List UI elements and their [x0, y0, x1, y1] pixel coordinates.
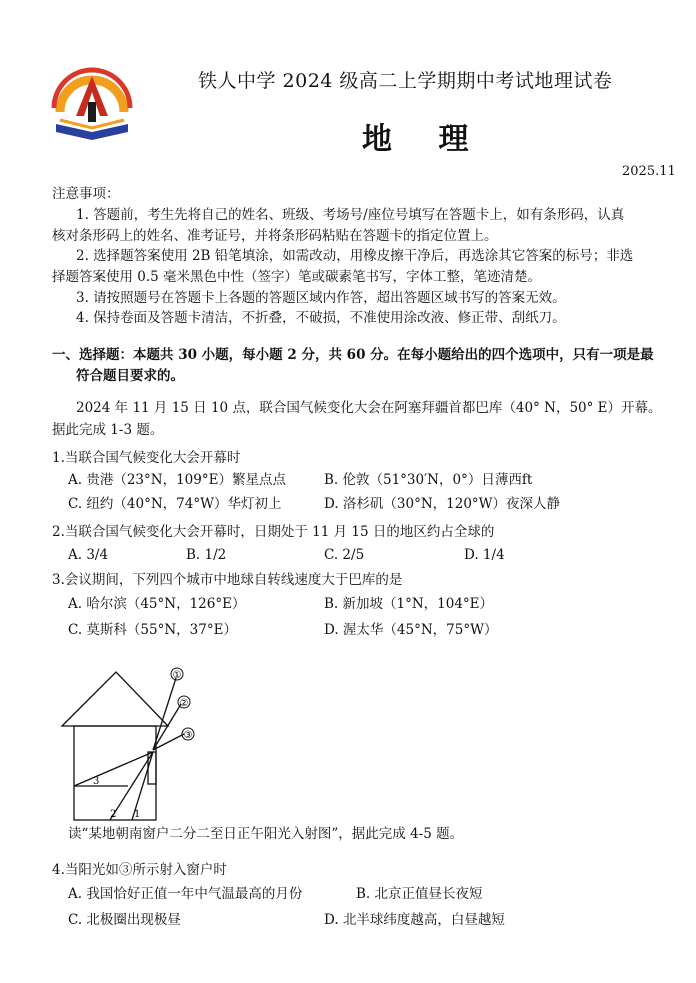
question-3-option-d: D. 渥太华（45°N，75°W）	[324, 622, 498, 638]
question-4-option-d: D. 北半球纬度越高，白昼越短	[324, 912, 505, 928]
notes-heading: 注意事项：	[52, 186, 120, 202]
ray-label-3: ③	[183, 730, 193, 741]
question-context: 2024 年 11 月 15 日 10 点，联合国气候变化大会在阿塞拜疆首都巴库（40° N，50° E）开幕。	[76, 400, 662, 416]
note-item-2-cont: 择题答案使用 0.5 毫米黑色中性（签字）笔或碳素笔书写，字体工整，笔迹清楚。	[52, 269, 542, 285]
note-item-1: 1. 答题前，考生先将自己的姓名、班级、考场号/座位号填写在答题卡上，如有条形码，认真	[76, 207, 625, 223]
angle-label-1: 1	[134, 809, 141, 820]
question-2-option-a: A. 3/4	[68, 547, 109, 563]
note-item-4: 4. 保持卷面及答题卡清洁，不折叠，不破损，不准使用涂改液、修正带、刮纸刀。	[76, 310, 566, 326]
exam-title: 铁人中学 2024 级高二上学期期中考试地理试卷	[198, 70, 613, 92]
question-4-stem: 4.当阳光如③所示射入窗户时	[52, 862, 227, 878]
figure-caption: 读“某地朝南窗户二分二至日正午阳光入射图”，据此完成 4-5 题。	[68, 826, 464, 842]
angle-label-3: 3	[93, 776, 100, 787]
exam-date: 2025.11	[622, 164, 676, 179]
question-3-option-c: C. 莫斯科（55°N，37°E）	[68, 622, 237, 638]
question-3-stem: 3.会议期间，下列四个城市中地球自转线速度大于巴库的是	[52, 572, 403, 588]
question-3-option-a: A. 哈尔滨（45°N，126°E）	[68, 596, 246, 612]
question-context-cont: 据此完成 1-3 题。	[52, 422, 164, 438]
section-heading: 一、选择题：本题共 30 小题，每小题 2 分，共 60 分。在每小题给出的四个选项中，只有一项是最	[52, 347, 654, 363]
ray-label-1: ①	[172, 670, 182, 681]
question-3-option-b: B. 新加坡（1°N，104°E）	[324, 596, 494, 612]
window-sunlight-diagram	[56, 664, 206, 826]
question-1-option-a: A. 贵港（23°N，109°E）繁星点点	[68, 472, 286, 488]
note-item-2: 2. 选择题答案使用 2B 铅笔填涂，如需改动，用橡皮擦干净后，再选涂其它答案的标号；非选	[76, 248, 634, 264]
question-4-option-a: A. 我国恰好正值一年中气温最高的月份	[68, 886, 303, 902]
question-2-option-b: B. 1/2	[186, 547, 227, 563]
subject-title: 地 理	[362, 122, 487, 157]
ray-label-2: ②	[179, 698, 189, 709]
question-1-stem: 1.当联合国气候变化大会开幕时	[52, 450, 241, 466]
note-item-1-cont: 核对条形码上的姓名、准考证号，并将条形码粘贴在答题卡的指定位置上。	[52, 228, 498, 244]
section-heading-cont: 符合题目要求的。	[76, 368, 184, 384]
note-item-3: 3. 请按照题号在答题卡上各题的答题区域内作答，超出答题区域书写的答案无效。	[76, 290, 566, 306]
question-2-option-d: D. 1/4	[464, 547, 505, 563]
school-logo	[50, 62, 134, 144]
angle-label-2: 2	[110, 809, 117, 820]
question-4-option-c: C. 北极圈出现极昼	[68, 912, 181, 928]
question-1-option-d: D. 洛杉矶（30°N，120°W）夜深人静	[324, 496, 561, 512]
question-4-option-b: B. 北京正值昼长夜短	[356, 886, 483, 902]
question-1-option-b: B. 伦敦（51°30′N，0°）日薄西ft	[324, 472, 533, 488]
question-2-option-c: C. 2/5	[324, 547, 365, 563]
question-1-option-c: C. 纽约（40°N，74°W）华灯初上	[68, 496, 282, 512]
question-2-stem: 2.当联合国气候变化大会开幕时，日期处于 11 月 15 日的地区约占全球的	[52, 524, 495, 540]
